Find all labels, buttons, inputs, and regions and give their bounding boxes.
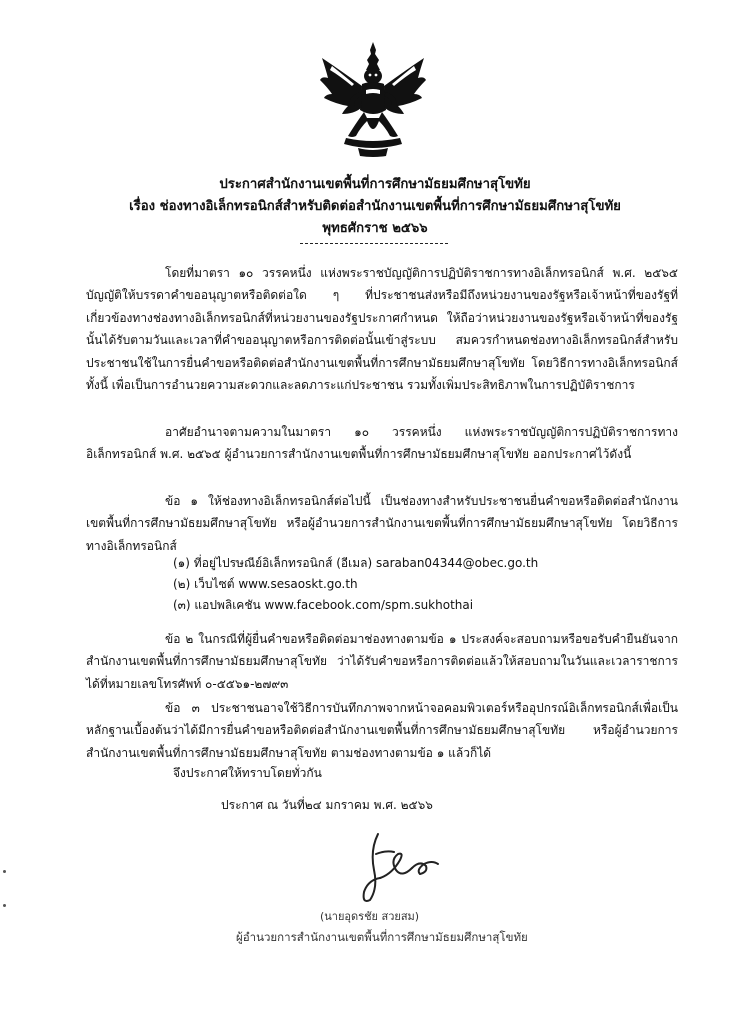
paragraph-preamble: โดยที่มาตรา ๑๐ วรรคหนึ่ง แห่งพระราชบัญญัติการปฏิบัติราชการทางอิเล็กทรอนิกส์ พ.ศ. ๒๕๖๕ บัญญัติให้บรรดาคำขออนุญาตหรือติดต่อใด ๆ ที่ประชาชนส่งหรือมีถึงหน่วยงานของรัฐหรือเจ้าหน้าที่ของรัฐที่เกี่ยวข้องทางช่องทางอิเล็กทรอนิกส์ที่หน่วยงานของรัฐประกาศกำหนด ให้ถือว่าหน่วยงานของรัฐหรือเจ้าหน้าที่ของรัฐนั้นได้รับตามวันและเวลาที่คำขออนุญาตหรือการติดต่อนั้นเข้าสู่ระบบ สมควรกำหนดช่องทางอิเล็กทรอนิกส์สำหรับประชาชนใช้ในการยื่นคำขอหรือติดต่อสำนักงานเขตพื้นที่การศึกษามัธยมศึกษาสุโขทัย โดยวิธีการทางอิเล็กทรอนิกส์ ทั้งนี้ เพื่อเป็นการอำนวยความสะดวกและลดภาระแก่ประชาชน รวมทั้งเพิ่มประสิทธิภาพในการปฏิบัติราชการ <box>86 266 678 393</box>
paragraph-clause-2: ข้อ ๒ ในกรณีที่ผู้ยื่นคำขอหรือติดต่อมาช่องทางตามข้อ ๑ ประสงค์จะสอบถามหรือขอรับคำยืนยันจากสำนักงานเขตพื้นที่การศึกษามัธยมศึกษาสุโขทัย ว่าได้รับคำขอหรือการติดต่อแล้วให้สอบถามในวันและเวลาราชการได้ที่หมายเลขโทรศัพท์ ๐-๕๕๖๑-๒๗๙๓ <box>86 632 678 691</box>
garuda-emblem-icon <box>318 40 428 158</box>
announcement-year: พุทธศักราช ๒๕๖๖ <box>322 221 428 236</box>
announcement-closing: จึงประกาศให้ทราบโดยทั่วกัน <box>173 766 322 780</box>
channel-website: (๒) เว็บไซต์ www.sesaoskt.go.th <box>173 577 358 591</box>
handwritten-signature <box>340 830 460 905</box>
signer-position: ผู้อำนวยการสำนักงานเขตพื้นที่การศึกษามัธยมศึกษาสุโขทัย <box>236 930 528 944</box>
channel-email: (๑) ที่อยู่ไปรษณีย์อิเล็กทรอนิกส์ (อีเมล) saraban04344@obec.go.th <box>173 556 539 570</box>
paragraph-clause-3: ข้อ ๓ ประชาชนอาจใช้วิธีการบันทึกภาพจากหน้าจอคอมพิวเตอร์หรืออุปกรณ์อิเล็กทรอนิกส์เพื่อเป็นหลักฐานเบื้องต้นว่าได้มีการยื่นคำขอหรือติดต่อสำนักงานเขตพื้นที่การศึกษามัธยมศึกษาสุโขทัย หรือผู้อำนวยการสำนักงานเขตพื้นที่การศึกษามัธยมศึกษาสุโขทัย ตามช่องทางตามข้อ ๑ แล้วก็ได้ <box>86 701 678 760</box>
paragraph-authority: อาศัยอำนาจตามความในมาตรา ๑๐ วรรคหนึ่ง แห่งพระราชบัญญัติการปฏิบัติราชการทางอิเล็กทรอนิกส์ พ.ศ. ๒๕๖๕ ผู้อำนวยการสำนักงานเขตพื้นที่การศึกษามัธยมศึกษาสุโขทัย ออกประกาศไว้ดังนี้ <box>86 425 678 462</box>
channel-application: (๓) แอปพลิเคชัน www.facebook.com/spm.sukhothai <box>173 598 474 612</box>
signer-name: (นายอุดรชัย สวยสม) <box>320 910 420 923</box>
announcement-date: ประกาศ ณ วันที่๒๔ มกราคม พ.ศ. ๒๕๖๖ <box>221 798 433 812</box>
scan-speck <box>3 904 6 907</box>
paragraph-clause-1: ข้อ ๑ ให้ช่องทางอิเล็กทรอนิกส์ต่อไปนี้ เป็นช่องทางสำหรับประชาชนยื่นคำขอหรือติดต่อสำนักงานเขตพื้นที่การศึกษามัธยมศึกษาสุโขทัย หรือผู้อำนวยการสำนักงานเขตพื้นที่การศึกษามัธยมศึกษาสุโขทัย โดยวิธีการทางอิเล็กทรอนิกส์ <box>86 494 678 553</box>
announcement-subject: เรื่อง ช่องทางอิเล็กทรอนิกส์สำหรับติดต่อสำนักงานเขตพื้นที่การศึกษามัธยมศึกษาสุโขทัย <box>129 199 621 214</box>
announcement-title: ประกาศสำนักงานเขตพื้นที่การศึกษามัธยมศึกษาสุโขทัย <box>219 177 531 192</box>
header-divider <box>300 243 448 245</box>
scan-speck <box>3 870 6 873</box>
